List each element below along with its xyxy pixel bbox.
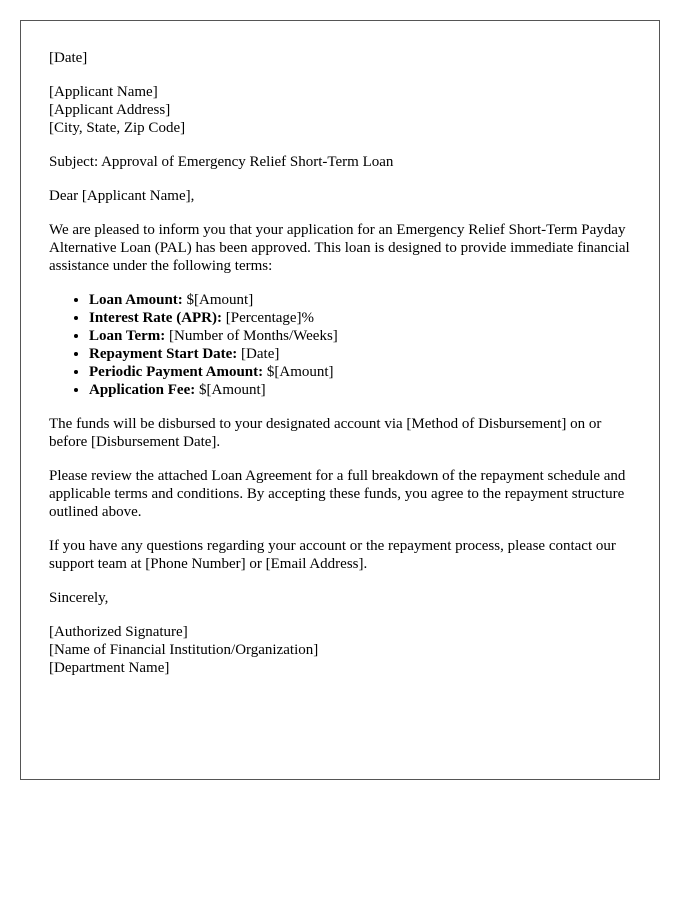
recipient-city-state-zip: [City, State, Zip Code] [49,120,186,136]
letter-salutation: Dear [Applicant Name], [49,188,195,204]
authorized-signature: [Authorized Signature] [49,624,188,640]
recipient-name: [Applicant Name] [49,84,158,100]
term-interest-rate [89,309,631,327]
term-loan-term [89,327,631,345]
term-loan-amount [89,291,631,309]
loan-terms-list [49,291,631,399]
term-application-fee [89,381,631,399]
term-label: Periodic Payment Amount: [89,364,264,380]
letter-subject: Subject: Approval of Emergency Relief Short-Term Loan [49,154,394,170]
recipient-block [49,83,631,137]
department-name: [Department Name] [49,660,170,676]
term-label: Loan Term: [89,328,166,344]
term-value: [Percentage]% [222,310,315,326]
letter-date: [Date] [49,50,88,66]
term-label: Interest Rate (APR): [89,310,223,326]
institution-name: [Name of Financial Institution/Organization] [49,642,319,658]
term-value: $[Amount] [263,364,334,380]
signature-block [49,623,631,677]
term-value: $[Amount] [195,382,266,398]
term-label: Repayment Start Date: [89,346,238,362]
term-value: [Date] [237,346,280,362]
review-paragraph: Please review the attached Loan Agreement for a full breakdown of the repayment schedule and applicable terms and conditions. By accepting these funds, you agree to the repayment structure outlined above. [49,468,626,520]
term-value: [Number of Months/Weeks] [165,328,338,344]
loan-approval-letter [20,20,660,780]
intro-paragraph: We are pleased to inform you that your application for an Emergency Relief Short-Term Payday Alternative Loan (PAL) has been approved. This loan is designed to provide immediate financial assistance under the following terms: [49,222,630,274]
term-periodic-payment [89,363,631,381]
questions-paragraph: If you have any questions regarding your account or the repayment process, please contact our support team at [Phone Number] or [Email Address]. [49,538,616,572]
term-label: Loan Amount: [89,292,183,308]
recipient-address: [Applicant Address] [49,102,171,118]
disbursement-paragraph: The funds will be disbursed to your designated account via [Method of Disbursement] on or before [Disbursement Date]. [49,416,602,450]
term-repayment-start-date [89,345,631,363]
term-label: Application Fee: [89,382,196,398]
letter-closing: Sincerely, [49,590,109,606]
term-value: $[Amount] [182,292,254,308]
